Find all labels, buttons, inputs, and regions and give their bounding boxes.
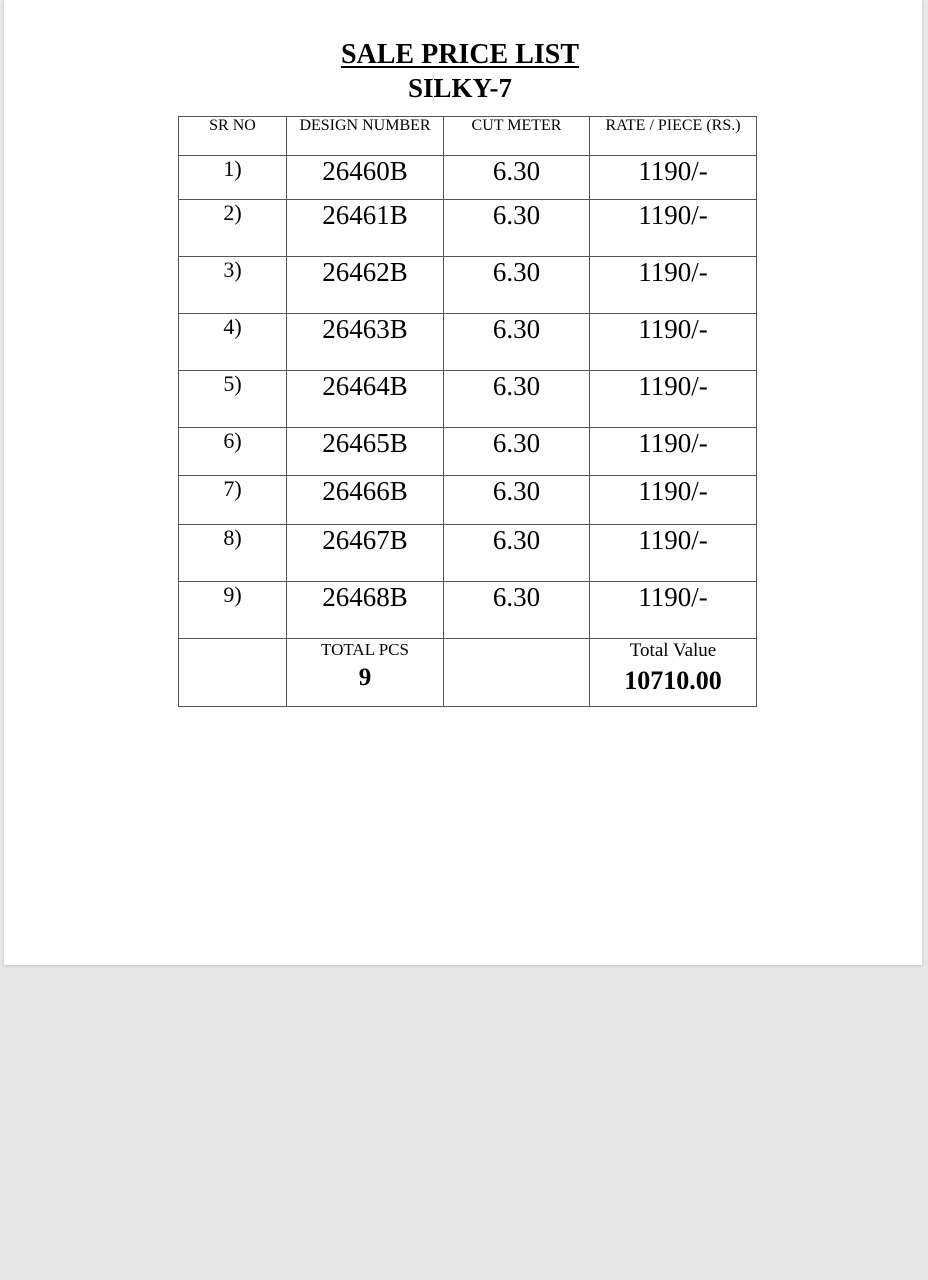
cell-design: 26462B — [287, 257, 444, 314]
cell-cut: 6.30 — [444, 428, 590, 476]
table-row — [179, 156, 757, 200]
header-cut-meter: CUT METER — [444, 117, 590, 156]
cell-sr: 8) — [179, 525, 287, 582]
table-row — [179, 314, 757, 371]
cell-design: 26463B — [287, 314, 444, 371]
cell-design: 26460B — [287, 156, 444, 200]
table-row — [179, 428, 757, 476]
header-rate-piece: RATE / PIECE (RS.) — [590, 117, 757, 156]
table-row — [179, 582, 757, 639]
header-design-number: DESIGN NUMBER — [287, 117, 444, 156]
cell-design: 26468B — [287, 582, 444, 639]
cell-rate: 1190/- — [590, 257, 757, 314]
totals-empty-cell — [179, 639, 287, 707]
cell-rate: 1190/- — [590, 371, 757, 428]
cell-design: 26461B — [287, 200, 444, 257]
totals-empty-cell — [444, 639, 590, 707]
cell-rate: 1190/- — [590, 314, 757, 371]
cell-cut: 6.30 — [444, 525, 590, 582]
cell-rate: 1190/- — [590, 582, 757, 639]
cell-sr: 3) — [179, 257, 287, 314]
cell-design: 26466B — [287, 476, 444, 525]
cell-sr: 4) — [179, 314, 287, 371]
cell-cut: 6.30 — [444, 371, 590, 428]
cell-rate: 1190/- — [590, 428, 757, 476]
total-value-amount: 10710.00 — [624, 666, 722, 695]
cell-cut: 6.30 — [444, 582, 590, 639]
cell-rate: 1190/- — [590, 156, 757, 200]
total-pcs-label: TOTAL PCS — [321, 640, 409, 659]
total-value-label: Total Value — [629, 640, 717, 661]
cell-rate: 1190/- — [590, 200, 757, 257]
cell-sr: 1) — [179, 156, 287, 200]
cell-rate: 1190/- — [590, 525, 757, 582]
document-title: SALE PRICE LIST — [340, 39, 580, 70]
document-heading — [335, 38, 585, 104]
table-row — [179, 257, 757, 314]
header-sr-no: SR NO — [179, 117, 287, 156]
totals-row — [179, 639, 757, 707]
cell-sr: 7) — [179, 476, 287, 525]
total-pcs-value: 9 — [358, 664, 372, 691]
document-subtitle: SILKY-7 — [407, 73, 513, 103]
cell-cut: 6.30 — [444, 156, 590, 200]
cell-sr: 9) — [179, 582, 287, 639]
document-page — [4, 0, 922, 965]
cell-cut: 6.30 — [444, 476, 590, 525]
table-header-row — [179, 117, 757, 156]
price-table — [178, 116, 757, 707]
cell-cut: 6.30 — [444, 257, 590, 314]
table-row — [179, 476, 757, 525]
cell-design: 26465B — [287, 428, 444, 476]
cell-cut: 6.30 — [444, 314, 590, 371]
cell-sr: 5) — [179, 371, 287, 428]
total-value-cell — [590, 639, 757, 707]
total-pcs-cell — [287, 639, 444, 707]
cell-sr: 6) — [179, 428, 287, 476]
cell-design: 26464B — [287, 371, 444, 428]
table-row — [179, 200, 757, 257]
table-row — [179, 371, 757, 428]
cell-cut: 6.30 — [444, 200, 590, 257]
cell-design: 26467B — [287, 525, 444, 582]
table-row — [179, 525, 757, 582]
cell-sr: 2) — [179, 200, 287, 257]
cell-rate: 1190/- — [590, 476, 757, 525]
